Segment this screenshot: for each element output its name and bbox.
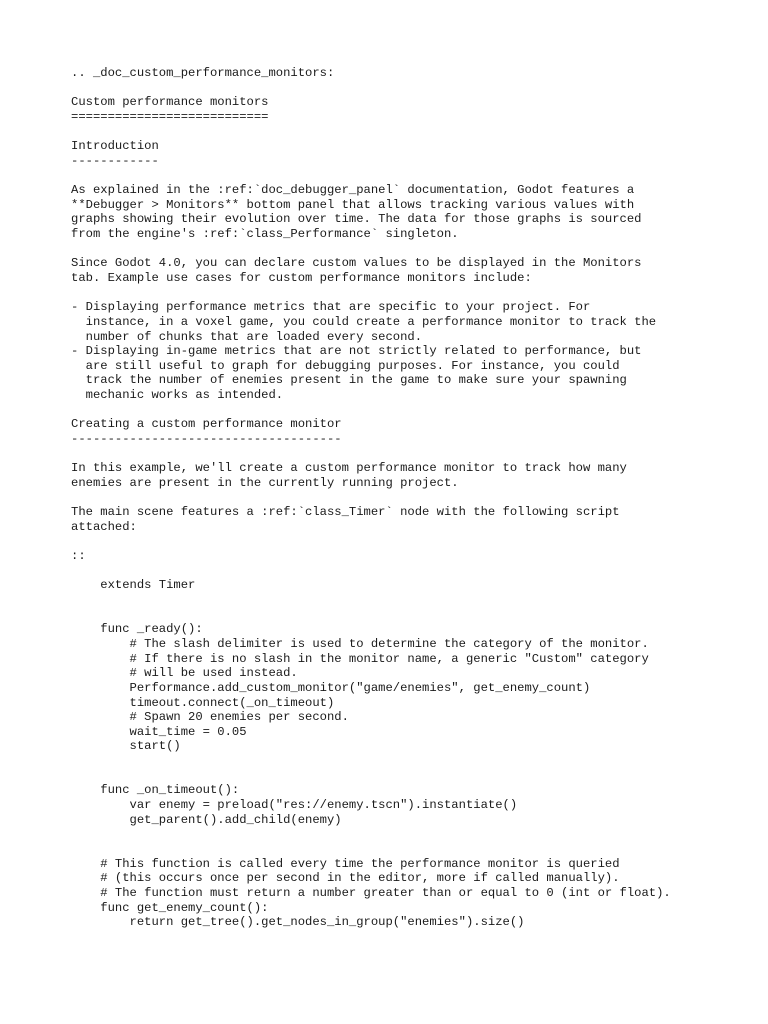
- text-line: In this example, we'll create a custom performance monitor to track how many: [71, 461, 627, 476]
- text-line: Performance.add_custom_monitor("game/enemies", get_enemy_count): [71, 680, 591, 695]
- text-line: - Displaying performance metrics that are specific to your project. For: [71, 300, 591, 315]
- text-line: timeout.connect(_on_timeout): [71, 695, 335, 710]
- text-line: start(): [71, 739, 181, 754]
- text-line: func get_enemy_count():: [71, 900, 269, 915]
- text-line: # If there is no slash in the monitor name, a generic "Custom" category: [71, 651, 649, 666]
- text-line: ------------: [71, 153, 159, 168]
- text-line: ===========================: [71, 109, 269, 124]
- text-line: # This function is called every time the performance monitor is queried: [71, 856, 620, 871]
- text-line: mechanic works as intended.: [71, 388, 284, 403]
- text-line: [71, 564, 751, 579]
- text-line: number of chunks that are loaded every second.: [71, 329, 423, 344]
- text-line: [71, 168, 751, 183]
- text-line: track the number of enemies present in the game to make sure your spawning: [71, 373, 627, 388]
- text-line: graphs showing their evolution over time. The data for those graphs is sourced: [71, 212, 642, 227]
- text-line: Custom performance monitors: [71, 95, 269, 110]
- text-line: Creating a custom performance monitor: [71, 417, 342, 432]
- text-line: As explained in the :ref:`doc_debugger_panel` documentation, Godot features a: [71, 183, 635, 198]
- text-line: **Debugger > Monitors** bottom panel that allows tracking various values with: [71, 197, 635, 212]
- text-line: [71, 403, 751, 418]
- text-line: [71, 125, 751, 140]
- text-line: wait_time = 0.05: [71, 724, 247, 739]
- text-line: func _on_timeout():: [71, 783, 240, 798]
- text-line: get_parent().add_child(enemy): [71, 812, 342, 827]
- text-line: Since Godot 4.0, you can declare custom values to be displayed in the Monitors: [71, 256, 642, 271]
- text-line: # The function must return a number greater than or equal to 0 (int or float).: [71, 885, 671, 900]
- text-line: - Displaying in-game metrics that are not strictly related to performance, but: [71, 344, 642, 359]
- text-line: [71, 81, 751, 96]
- text-line: [71, 286, 751, 301]
- text-line: tab. Example use cases for custom performance monitors include:: [71, 270, 532, 285]
- text-line: func _ready():: [71, 622, 203, 637]
- text-line: -------------------------------------: [71, 432, 342, 447]
- text-line: The main scene features a :ref:`class_Timer` node with the following script: [71, 505, 620, 520]
- text-line: # The slash delimiter is used to determine the category of the monitor.: [71, 636, 649, 651]
- text-line: [71, 242, 751, 257]
- text-line: # Spawn 20 enemies per second.: [71, 710, 349, 725]
- text-line: are still useful to graph for debugging purposes. For instance, you could: [71, 358, 620, 373]
- text-line: extends Timer: [71, 578, 196, 593]
- text-line: # (this occurs once per second in the editor, more if called manually).: [71, 871, 620, 886]
- document-text: [71, 66, 751, 930]
- text-line: [71, 593, 751, 608]
- text-line: from the engine's :ref:`class_Performance` singleton.: [71, 227, 459, 242]
- text-line: attached:: [71, 519, 137, 534]
- text-line: [71, 608, 751, 623]
- text-line: [71, 842, 751, 857]
- text-line: [71, 535, 751, 550]
- text-line: [71, 754, 751, 769]
- text-line: [71, 447, 751, 462]
- text-line: [71, 491, 751, 506]
- text-line: Introduction: [71, 139, 159, 154]
- text-line: instance, in a voxel game, you could create a performance monitor to track the: [71, 314, 657, 329]
- text-line: # will be used instead.: [71, 666, 298, 681]
- text-line: enemies are present in the currently running project.: [71, 475, 459, 490]
- text-line: [71, 769, 751, 784]
- text-line: [71, 827, 751, 842]
- text-line: var enemy = preload("res://enemy.tscn").instantiate(): [71, 798, 518, 813]
- text-line: ::: [71, 549, 86, 564]
- text-line: return get_tree().get_nodes_in_group("enemies").size(): [71, 915, 525, 930]
- text-line: .. _doc_custom_performance_monitors:: [71, 66, 335, 80]
